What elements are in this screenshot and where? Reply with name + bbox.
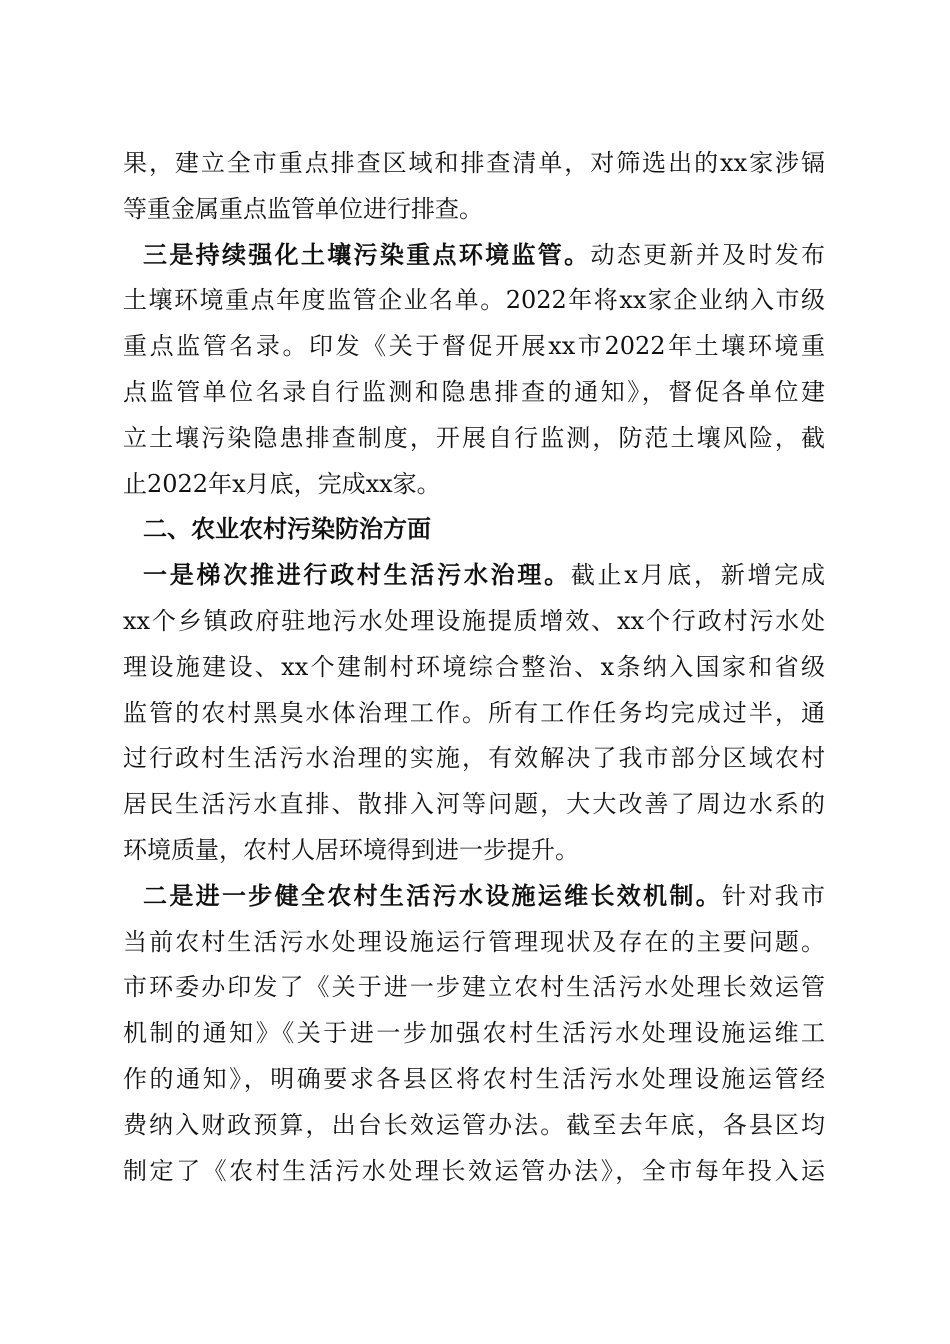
text-line	[123, 834, 825, 866]
text-line	[123, 284, 825, 316]
body-text: 费纳入财政预算，出台长效运管办法。截至去年底，各县区均	[123, 1110, 825, 1139]
body-text: 果，建立全市重点排查区域和排查清单，对筛选出的xx家涉镉	[123, 149, 825, 177]
body-text: 立土壤污染隐患排查制度，开展自行监测，防范土壤风险，截	[123, 423, 825, 452]
body-text: 截止x月底，新增完成	[570, 561, 825, 590]
text-line	[123, 1063, 825, 1095]
body-text: 等重金属重点监管单位进行排查。	[123, 194, 483, 223]
text-line	[123, 971, 825, 1003]
text-line	[123, 147, 825, 179]
text-line	[123, 330, 825, 362]
bold-lead-text: 二、农业农村污染防治方面	[143, 515, 431, 544]
bold-lead-text: 三是持续强化土壤污染重点环境监管。	[143, 240, 591, 269]
body-text: 重点监管名录。印发《关于督促开展xx市2022年土壤环境重	[123, 332, 825, 361]
text-line	[123, 926, 825, 958]
body-text: 制定了《农村生活污水处理长效运管办法》，全市每年投入运	[123, 1156, 825, 1185]
body-text: 机制的通知》《关于进一步加强农村生活污水处理设施运维工	[123, 1019, 825, 1048]
body-text: 环境质量，农村人居环境得到进一步提升。	[123, 836, 579, 864]
text-line	[123, 605, 825, 637]
body-text: xx个乡镇政府驻地污水处理设施提质增效、xx个行政村污水处	[123, 607, 825, 635]
text-line	[143, 239, 825, 271]
body-text: 监管的农村黑臭水体治理工作。所有工作任务均完成过半，通	[123, 698, 825, 727]
text-line	[123, 468, 825, 500]
text-line	[143, 880, 825, 912]
text-line	[123, 697, 825, 729]
body-text: 土壤环境重点年度监管企业名单。2022年将xx家企业纳入市级	[123, 286, 825, 315]
text-line	[123, 651, 825, 683]
body-text: 居民生活污水直排、散排入河等问题，大大改善了周边水系的	[123, 790, 825, 819]
body-text: 针对我市	[722, 881, 825, 910]
body-text: 动态更新并及时发布	[590, 240, 825, 269]
text-line	[123, 788, 825, 820]
text-line	[143, 559, 825, 591]
body-text: 点监管单位名录自行监测和隐患排查的通知》，督促各单位建	[123, 378, 825, 406]
body-text: 止2022年x月底，完成xx家。	[123, 469, 441, 498]
body-text: 理设施建设、xx个建制村环境综合整治、x条纳入国家和省级	[123, 652, 825, 681]
section-heading	[143, 513, 825, 545]
text-line	[123, 422, 825, 454]
body-text: 作的通知》，明确要求各县区将农村生活污水处理设施运管经	[123, 1065, 825, 1093]
bold-lead-text: 二是进一步健全农村生活污水设施运维长效机制。	[143, 881, 723, 910]
text-line	[123, 193, 825, 225]
text-line	[123, 376, 825, 408]
text-line	[123, 1109, 825, 1141]
text-line	[123, 742, 825, 774]
text-line	[123, 1155, 825, 1187]
body-text: 过行政村生活污水治理的实施，有效解决了我市部分区域农村	[123, 744, 825, 773]
text-line	[123, 1017, 825, 1049]
bold-lead-text: 一是梯次推进行政村生活污水治理。	[143, 561, 571, 590]
body-text: 市环委办印发了《关于进一步建立农村生活污水处理长效运管	[123, 973, 825, 1002]
body-text: 当前农村生活污水处理设施运行管理现状及存在的主要问题。	[123, 927, 825, 956]
